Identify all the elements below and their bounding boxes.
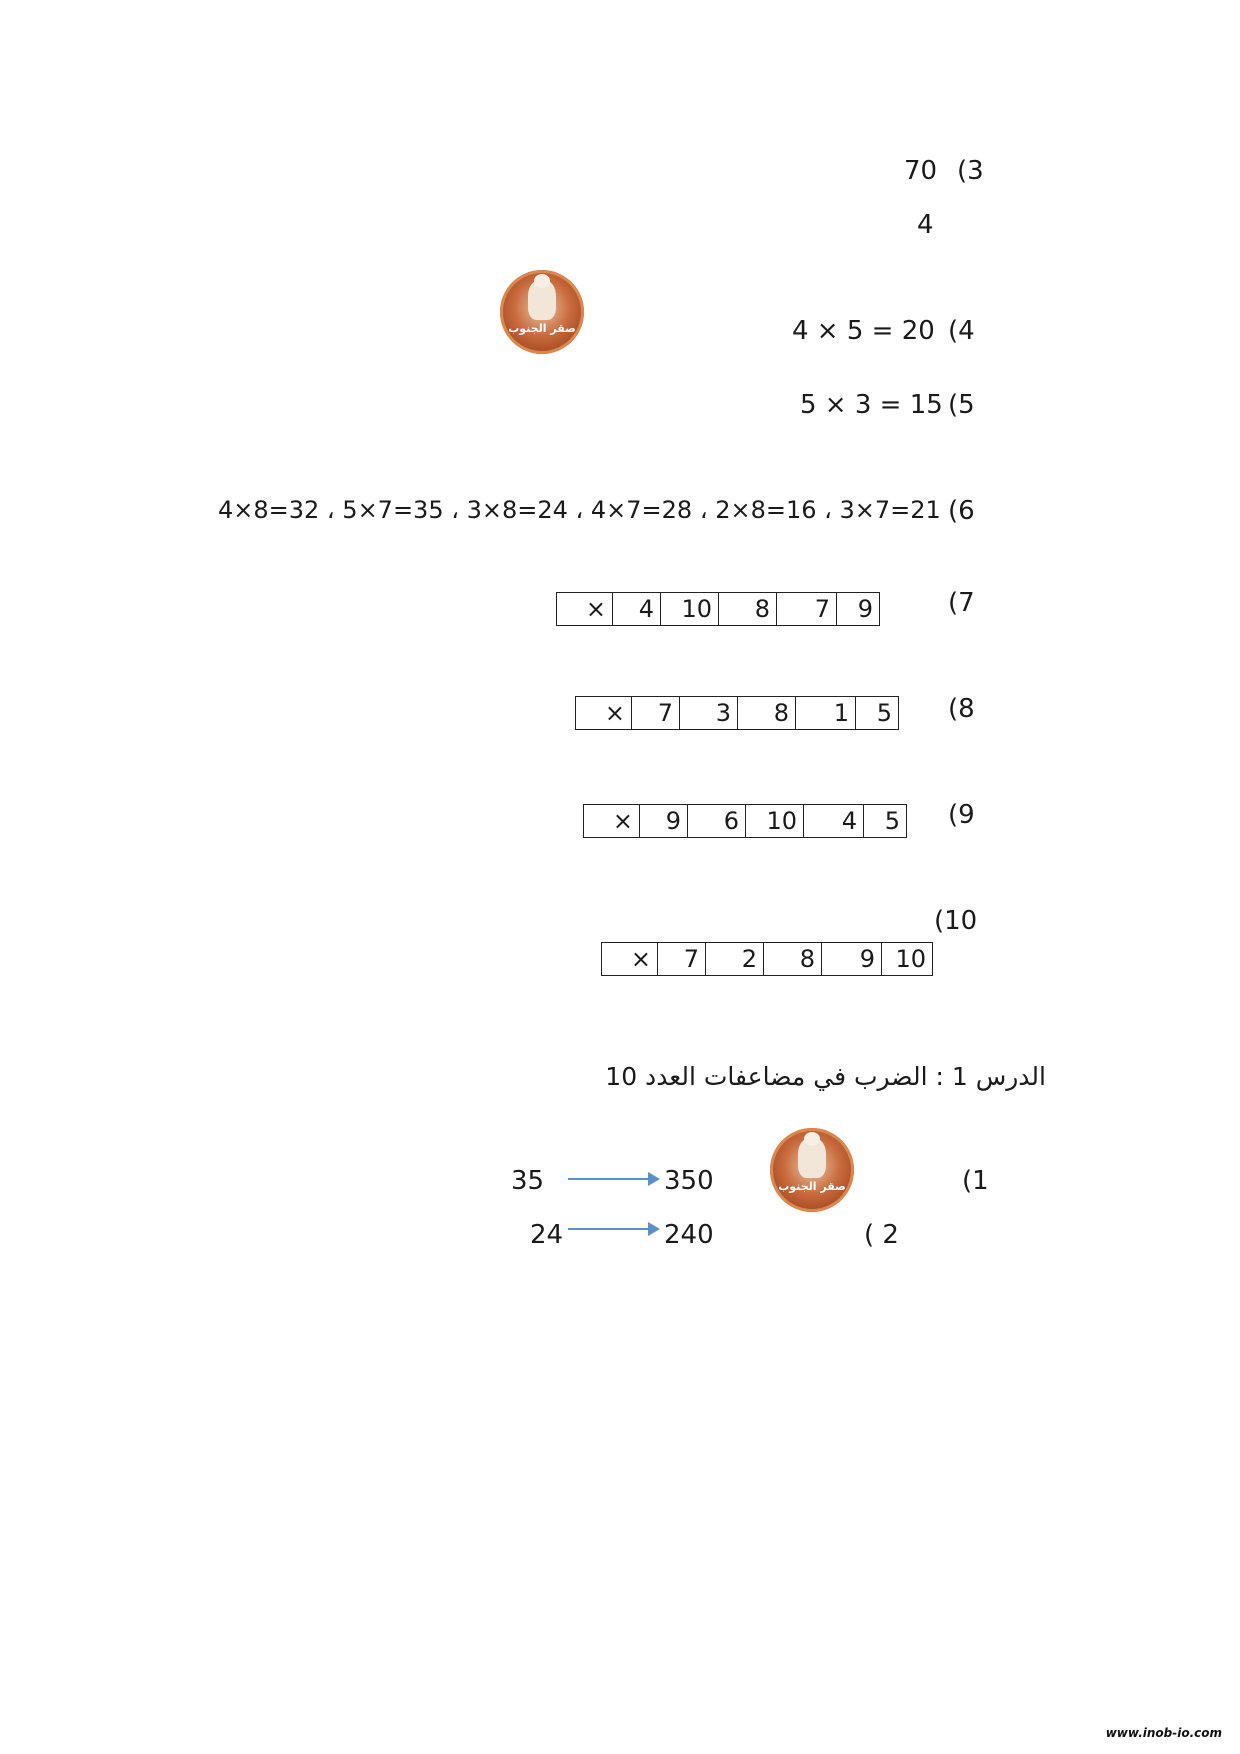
grid-cell: 2 — [706, 943, 764, 975]
grid-cell: × — [576, 697, 632, 729]
q3-sub-value: 4 — [917, 210, 934, 240]
q5-number: (5 — [948, 390, 975, 420]
grid-cell: 10 — [746, 805, 804, 837]
falcon-icon — [528, 280, 556, 320]
q8-multiplication-grid — [575, 696, 899, 730]
lesson-q1-to: 350 — [664, 1166, 714, 1196]
grid-cell: 10 — [895, 945, 926, 973]
q5-expression: 5 × 3 = 15 — [800, 390, 943, 420]
q10-multiplication-grid — [601, 942, 933, 976]
grid-cell: 9 — [822, 943, 882, 975]
grid-cell: 8 — [764, 943, 822, 975]
arrow-right-icon — [568, 1178, 658, 1180]
grid-cell: 7 — [777, 593, 837, 625]
lesson-q1-from: 35 — [511, 1166, 545, 1196]
lesson-q2-number: ( 2 — [864, 1220, 899, 1250]
grid-cell: × — [602, 943, 658, 975]
logo-text: صقر الجنوب — [778, 1180, 846, 1193]
lesson-title: الدرس 1 : الضرب في مضاعفات العدد 10 — [605, 1062, 1046, 1091]
lesson-q2-to: 240 — [664, 1220, 714, 1250]
q7-number: (7 — [948, 588, 975, 618]
footer-url: www.inob-io.com — [1105, 1726, 1222, 1740]
logo-text: صقر الجنوب — [508, 322, 576, 335]
grid-cell: 7 — [658, 943, 706, 975]
q6-number: (6 — [948, 496, 975, 526]
lesson-q2-from: 24 — [530, 1220, 564, 1250]
grid-cell: 5 — [884, 807, 900, 835]
q9-multiplication-grid — [583, 804, 907, 838]
q8-number: (8 — [948, 694, 975, 724]
grid-cell: 3 — [680, 697, 738, 729]
grid-cell: × — [557, 593, 613, 625]
grid-cell: × — [584, 805, 640, 837]
grid-cell: 7 — [632, 697, 680, 729]
grid-cell: 6 — [688, 805, 746, 837]
grid-cell: 4 — [613, 593, 661, 625]
grid-cell: 5 — [876, 699, 892, 727]
q6-expression: 4×8=32 ، 5×7=35 ، 3×8=24 ، 4×7=28 ، 2×8=16 ، 3×7=21 — [218, 496, 941, 524]
grid-cell: 4 — [804, 805, 864, 837]
falcon-icon — [798, 1138, 826, 1178]
grid-cell: 10 — [661, 593, 719, 625]
q3-value: 70 — [904, 156, 938, 186]
q9-number: (9 — [948, 800, 975, 830]
lesson-q1-number: (1 — [962, 1166, 989, 1196]
q4-number: (4 — [948, 316, 975, 346]
q7-multiplication-grid — [556, 592, 880, 626]
grid-cell: 8 — [719, 593, 777, 625]
grid-cell: 9 — [640, 805, 688, 837]
logo-emblem — [500, 270, 584, 354]
arrow-right-icon — [568, 1228, 658, 1230]
grid-cell: 9 — [857, 595, 873, 623]
logo-emblem — [770, 1128, 854, 1212]
q10-number: (10 — [934, 906, 978, 936]
q4-expression: 4 × 5 = 20 — [792, 316, 935, 346]
q3-number: (3 — [957, 156, 984, 186]
grid-cell: 1 — [796, 697, 856, 729]
grid-cell: 8 — [738, 697, 796, 729]
